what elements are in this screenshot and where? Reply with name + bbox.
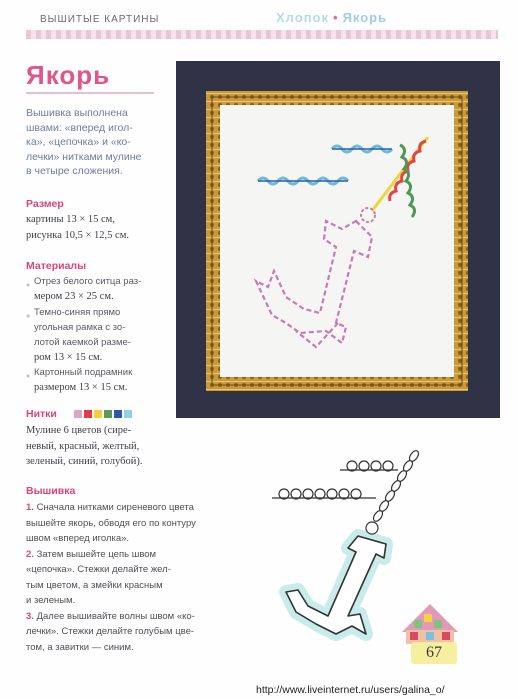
step-number: 1. xyxy=(26,502,34,513)
materials-list xyxy=(34,274,184,396)
materials-heading: Материалы xyxy=(26,260,87,272)
materials-line: мером 23 × 25 см. xyxy=(34,291,114,302)
step-number: 2. xyxy=(26,548,34,560)
step-line: тым цветом, а змейки красным xyxy=(26,579,163,591)
swatch-green xyxy=(104,410,112,418)
threads-heading: Нитки xyxy=(26,408,57,420)
embroidery-heading: Вышивка xyxy=(26,485,76,497)
materials-item xyxy=(34,274,184,305)
step-line: «цепочка». Стежки делайте жел- xyxy=(26,564,171,575)
intro-line: швами: «вперед игол- xyxy=(26,121,133,134)
threads-line: Мулине 6 цветов (сире- xyxy=(26,425,132,436)
category-label xyxy=(276,10,387,25)
header-stripe xyxy=(26,30,498,39)
step-line: вышейте якорь, обводя его по контуру xyxy=(26,517,196,529)
size-heading: Размер xyxy=(26,198,64,210)
section-label: ВЫШИТЫЕ КАРТИНЫ xyxy=(40,14,160,25)
threads-line: невый, красный, желтый, xyxy=(26,440,140,452)
anchor-diagram xyxy=(256,448,422,644)
intro-line: лечки» нитками мулине xyxy=(26,150,142,163)
intro-line: в четыре сложения. xyxy=(26,165,123,177)
size-text xyxy=(26,212,129,243)
step-line: том, а завитки — синим. xyxy=(26,641,134,653)
source-url[interactable]: http://www.liveinternet.ru/users/galina_o/ xyxy=(256,684,445,696)
materials-line: ● Темно-синяя прямо xyxy=(34,306,121,318)
materials-line: лотой каемкой разме- xyxy=(34,336,131,348)
category-material: Хлопок xyxy=(276,10,329,25)
swatch-red xyxy=(84,410,92,418)
swatch-lightblue xyxy=(124,410,132,418)
materials-line: ● Отрез белого ситца раз- xyxy=(34,276,142,287)
size-line: рисунка 10,5 × 12,5 см. xyxy=(26,229,129,241)
step-3 xyxy=(26,609,226,656)
separator-dot: • xyxy=(333,10,339,25)
swatch-yellow xyxy=(94,410,102,418)
quilt-decoration-icon xyxy=(400,604,460,646)
step-number: 3. xyxy=(26,610,34,622)
category-project: Якорь xyxy=(342,10,388,25)
embroidery-steps xyxy=(26,500,226,655)
step-2 xyxy=(26,547,226,609)
materials-line: размером 13 × 15 см. xyxy=(34,382,128,393)
materials-line: ● Картонный подрамник xyxy=(34,367,133,378)
swatch-blue xyxy=(114,410,122,418)
step-1 xyxy=(26,500,226,547)
step-line: швом «вперед иголка». xyxy=(26,533,130,544)
page-number: 67 xyxy=(411,642,457,664)
threads-text xyxy=(26,423,142,470)
size-line: картины 13 × 15 см, xyxy=(26,214,115,225)
threads-line: зеленый, синий, голубой). xyxy=(26,456,143,467)
rings-stitch-row-2 xyxy=(272,489,376,499)
materials-item xyxy=(34,305,184,366)
step-line: и зеленым. xyxy=(26,595,76,606)
materials-item xyxy=(34,365,184,396)
framed-embroidery-photo xyxy=(176,61,500,418)
step-line: Сначала нитками сиреневого цвета xyxy=(36,502,194,513)
step-line: лечки». Стежки делайте голубым цве- xyxy=(26,626,195,637)
framed-picture-svg xyxy=(176,61,500,418)
thread-swatches xyxy=(74,410,132,418)
intro-text xyxy=(26,106,176,179)
step-line: Затем вышейте цепь швом xyxy=(36,548,157,560)
intro-line: Вышивка выполнена xyxy=(26,107,128,119)
title-underline xyxy=(26,92,154,94)
intro-line: ка», «цепочка» и «ко- xyxy=(26,136,131,148)
swatch-lilac xyxy=(74,410,82,418)
rings-stitch-row xyxy=(340,461,398,471)
anchor-diagram-svg xyxy=(256,448,422,644)
step-line: Далее вышивайте волны швом «ко- xyxy=(36,610,195,622)
page-title: Якорь xyxy=(26,60,111,90)
materials-line: угольная рамка с зо- xyxy=(34,321,126,333)
materials-line: ром 13 × 15 см. xyxy=(34,351,103,363)
